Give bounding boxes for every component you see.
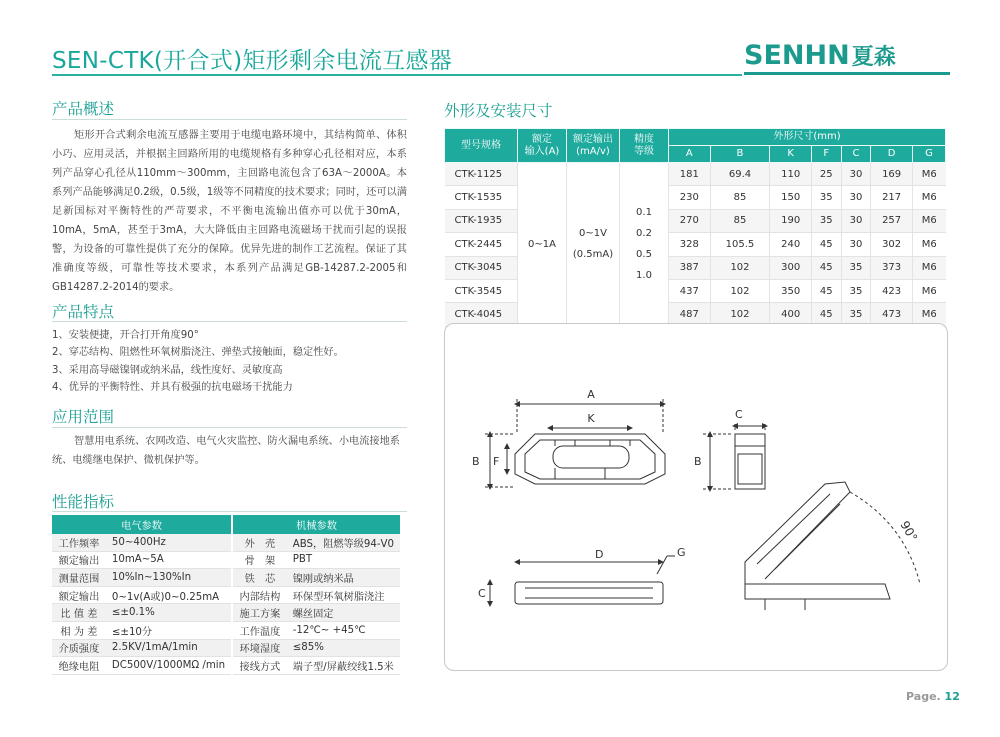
performance-row <box>52 569 400 587</box>
feature-item: 1、安装便捷，开合打开角度90° <box>52 330 199 341</box>
logo-cn: 夏森 <box>851 45 896 70</box>
brand-logo <box>744 40 896 71</box>
label-a: A <box>587 388 595 401</box>
dim-value: M6 <box>912 256 945 279</box>
param-value: 螺丝固定 <box>287 604 400 622</box>
features-rule <box>52 321 407 322</box>
param-value: ≤85% <box>287 639 400 657</box>
dim-value: 35 <box>841 303 871 326</box>
label-f: F <box>493 455 500 468</box>
dim-col-header: F <box>811 146 841 163</box>
label-angle: 90° <box>897 518 921 544</box>
param-label: 测量范围 <box>52 569 106 587</box>
dim-value: 35 <box>841 256 871 279</box>
electrical-header: 电气参数 <box>52 515 232 534</box>
features-list <box>52 327 412 397</box>
dimensions-body <box>445 163 946 327</box>
title-rule <box>52 74 742 76</box>
page-number-value: 12 <box>944 690 960 703</box>
performance-rule <box>52 511 407 512</box>
dim-value: 45 <box>811 233 841 256</box>
param-label: 内部结构 <box>232 586 287 604</box>
dim-value: 350 <box>770 279 812 302</box>
dim-value: 45 <box>811 303 841 326</box>
dim-value: M6 <box>912 209 945 232</box>
label-b-side: B <box>694 455 702 468</box>
param-value: 10mA~5A <box>106 551 232 569</box>
dim-value: 105.5 <box>710 233 770 256</box>
dim-value: 169 <box>871 163 913 186</box>
dim-value: 102 <box>710 303 770 326</box>
model-cell: CTK-1125 <box>445 163 518 186</box>
dim-value: 30 <box>841 233 871 256</box>
performance-body <box>52 534 400 674</box>
dim-value: 230 <box>669 186 711 209</box>
dim-value: 240 <box>770 233 812 256</box>
param-label: 外 壳 <box>232 534 287 551</box>
performance-row <box>52 586 400 604</box>
dim-value: 257 <box>871 209 913 232</box>
application-title: 应用范围 <box>52 408 115 426</box>
dims-group-header: 外形尺寸(mm) <box>669 129 946 146</box>
param-label: 骨 架 <box>232 551 287 569</box>
application-rule <box>52 427 407 428</box>
dim-value: 270 <box>669 209 711 232</box>
label-c-bottom: C <box>478 587 486 600</box>
dim-value: 190 <box>770 209 812 232</box>
param-value: 镍刚或纳米晶 <box>287 569 400 587</box>
param-value: -12℃~ +45℃ <box>287 621 400 639</box>
dim-value: 473 <box>871 303 913 326</box>
dim-col-header: K <box>770 146 812 163</box>
side-view <box>703 424 765 489</box>
dim-col-header: B <box>710 146 770 163</box>
dim-value: 423 <box>871 279 913 302</box>
model-cell: CTK-2445 <box>445 233 518 256</box>
param-label: 施工方案 <box>232 604 287 622</box>
dim-value: 45 <box>811 256 841 279</box>
dim-value: 85 <box>710 186 770 209</box>
label-b: B <box>472 455 480 468</box>
model-cell: CTK-3545 <box>445 279 518 302</box>
param-value: 10%In~130%In <box>106 569 232 587</box>
model-cell: CTK-4045 <box>445 303 518 326</box>
dim-col-header: D <box>871 146 913 163</box>
dim-value: 69.4 <box>710 163 770 186</box>
overview-text: 矩形开合式剩余电流互感器主要用于电缆电路环境中，其结构简单、体积小巧、应用灵活，并根据主回路所用的电缆规格有多种穿心孔径相对应，本系列产品穿心孔径从110mm～300mm，主回路电流包含了63A～2000A。本系列产品能够满足0.2级，0.5级，1级等不同精度的技术要求；同时，还可以满足新国标对平衡特性的严苛要求，不平衡电流输出值亦可以优于30mA，10mA，5mA，甚至于3mA，大大降低由主回路电流磁场干扰而引起的误报警，为设备的可靠性提供了充分的保障。优异先进的制作工艺流程。保证了其准确度等级，可靠性等技术要求，本系列产品满足GB-14287.2-2005和GB14287.2-2014的要求。 <box>52 130 407 293</box>
dimension-row <box>445 163 946 186</box>
param-value: ABS，阻燃等级94-V0 <box>287 534 400 551</box>
performance-row <box>52 551 400 569</box>
dim-value: 373 <box>871 256 913 279</box>
dim-value: 102 <box>710 256 770 279</box>
dim-value: 110 <box>770 163 812 186</box>
installation-drawing <box>445 324 947 670</box>
param-label: 工作频率 <box>52 534 106 551</box>
dim-value: 217 <box>871 186 913 209</box>
param-label: 额定输出 <box>52 551 106 569</box>
dim-value: M6 <box>912 163 945 186</box>
rated-output-current: (0.5mA) <box>572 249 614 261</box>
rated-input-cell: 0~1A <box>518 163 567 327</box>
label-g: G <box>677 546 686 559</box>
dim-value: 45 <box>811 279 841 302</box>
dim-value: M6 <box>912 186 945 209</box>
rated-output-cell <box>567 163 620 327</box>
dim-value: 181 <box>669 163 711 186</box>
model-cell: CTK-1535 <box>445 186 518 209</box>
param-value: DC500V/1000MΩ /min <box>106 657 232 675</box>
param-label: 环境湿度 <box>232 639 287 657</box>
logo-rule <box>744 72 950 75</box>
open-view <box>745 482 920 610</box>
dim-value: 387 <box>669 256 711 279</box>
rated-output-header: 额定输出 (mA/v) <box>567 129 620 163</box>
model-cell: CTK-3045 <box>445 256 518 279</box>
accuracy-value: 0.5 <box>636 249 652 261</box>
logo-text: SENHN <box>744 40 850 71</box>
param-label: 额定输出 <box>52 586 106 604</box>
dim-value: 85 <box>710 209 770 232</box>
rated-input-header: 额定 输入(A) <box>518 129 567 163</box>
performance-table <box>52 515 400 675</box>
features-title: 产品特点 <box>52 303 115 321</box>
label-d: D <box>595 548 604 561</box>
performance-row <box>52 534 400 551</box>
rated-output-value: 0~1V <box>579 228 607 240</box>
dim-value: 302 <box>871 233 913 256</box>
model-header: 型号规格 <box>445 129 518 163</box>
performance-row <box>52 621 400 639</box>
dim-col-header: A <box>669 146 711 163</box>
model-cell: CTK-1935 <box>445 209 518 232</box>
dim-value: 487 <box>669 303 711 326</box>
dim-value: 300 <box>770 256 812 279</box>
param-label: 工作温度 <box>232 621 287 639</box>
dim-col-header: C <box>841 146 871 163</box>
param-label: 相 为 差 <box>52 621 106 639</box>
dim-value: M6 <box>912 279 945 302</box>
dim-value: 400 <box>770 303 812 326</box>
param-value: PBT <box>287 551 400 569</box>
overview-title: 产品概述 <box>52 100 115 118</box>
bottom-view <box>490 556 675 604</box>
param-value: ≤±0.1% <box>106 604 232 622</box>
dim-value: M6 <box>912 233 945 256</box>
accuracy-cell <box>620 163 669 327</box>
dim-value: 30 <box>841 163 871 186</box>
accuracy-value: 1.0 <box>636 270 652 282</box>
application-text: 智慧用电系统、农网改造、电气火灾监控、防火漏电系统、小电流接地系统、电缆继电保护、微机保护等。 <box>52 436 400 466</box>
dim-value: 328 <box>669 233 711 256</box>
drawing-panel <box>444 323 948 671</box>
param-value: 0~1v(A或)0~0.25mA <box>106 586 232 604</box>
dim-value: M6 <box>912 303 945 326</box>
performance-row <box>52 639 400 657</box>
dim-value: 30 <box>841 186 871 209</box>
dim-col-header: G <box>912 146 945 163</box>
dim-value: 35 <box>811 186 841 209</box>
param-value: 端子型/屏蔽绞线1.5米 <box>287 657 400 675</box>
accuracy-header: 精度 等级 <box>620 129 669 163</box>
dim-value: 150 <box>770 186 812 209</box>
param-value: ≤±10分 <box>106 621 232 639</box>
label-c-side: C <box>735 408 743 421</box>
overview-rule <box>52 119 407 120</box>
param-label: 介质强度 <box>52 639 106 657</box>
performance-title: 性能指标 <box>52 493 115 511</box>
param-value: 50~400Hz <box>106 534 232 551</box>
front-view <box>485 399 665 487</box>
feature-item: 4、优异的平衡特性、并具有极强的抗电磁场干扰能力 <box>52 382 293 394</box>
dimensions-table <box>444 128 946 327</box>
param-value: 2.5KV/1mA/1min <box>106 639 232 657</box>
mechanical-header: 机械参数 <box>232 515 400 534</box>
param-label: 绝缘电阻 <box>52 657 106 675</box>
feature-item: 2、穿芯结构、阻燃性环氧树脂浇注、弹垫式接触面，稳定性好。 <box>52 347 344 359</box>
performance-row <box>52 657 400 675</box>
dim-value: 35 <box>841 279 871 302</box>
label-k: K <box>587 412 595 425</box>
param-label: 比 值 差 <box>52 604 106 622</box>
page-number <box>906 690 960 703</box>
dim-value: 102 <box>710 279 770 302</box>
dimensions-title: 外形及安装尺寸 <box>444 102 553 120</box>
dim-value: 35 <box>811 209 841 232</box>
feature-item: 3、采用高导磁镍钢或纳米晶，线性度好、灵敏度高 <box>52 364 283 376</box>
dim-value: 437 <box>669 279 711 302</box>
param-label: 接线方式 <box>232 657 287 675</box>
param-value: 环保型环氧树脂浇注 <box>287 586 400 604</box>
accuracy-value: 0.2 <box>636 228 652 240</box>
page-title: SEN-CTK(开合式)矩形剩余电流互感器 <box>52 48 453 74</box>
accuracy-value: 0.1 <box>636 207 652 219</box>
performance-row <box>52 604 400 622</box>
param-label: 铁 芯 <box>232 569 287 587</box>
page-label: Page. <box>906 690 941 703</box>
dim-value: 30 <box>841 209 871 232</box>
dim-value: 25 <box>811 163 841 186</box>
